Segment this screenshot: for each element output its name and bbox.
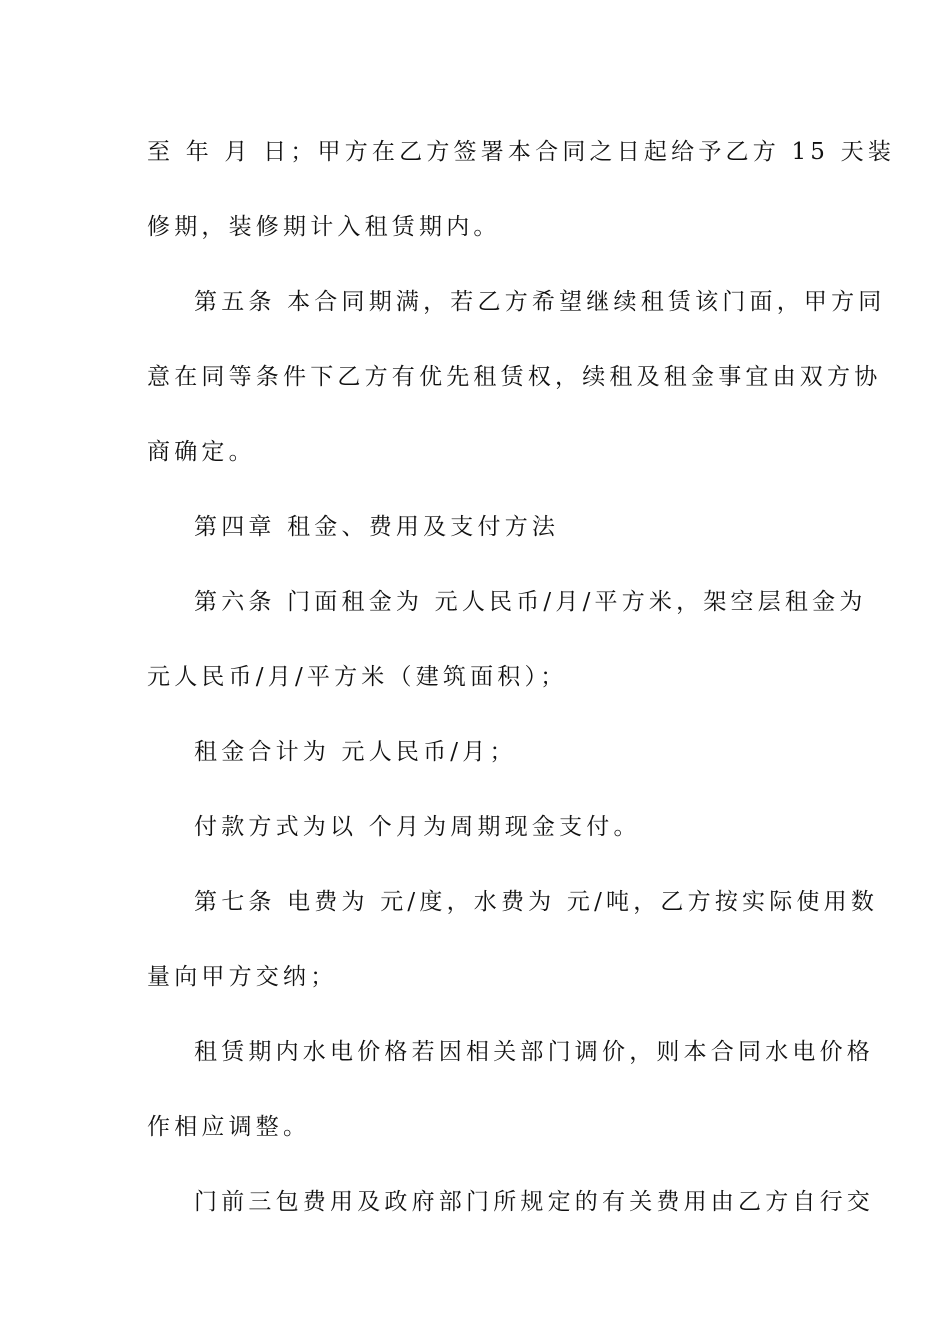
text-line-payment-method: 付款方式为以 个月为周期现金支付。	[194, 814, 641, 840]
text-line-term-end: 至 年 月 日；甲方在乙方签署本合同之日起给予乙方 15 天装	[147, 139, 896, 165]
text-line-rent-total: 租金合计为 元人民币/月；	[194, 739, 517, 765]
chapter-heading-4: 第四章 租金、费用及支付方法	[194, 514, 560, 540]
text-line-decoration-period: 修期，装修期计入租赁期内。	[147, 214, 501, 240]
text-line-price-adjustment-cont: 作相应调整。	[147, 1114, 311, 1140]
text-line-fees: 门前三包费用及政府部门所规定的有关费用由乙方自行交	[194, 1189, 874, 1215]
text-line-article-7: 第七条 电费为 元/度，水费为 元/吨，乙方按实际使用数	[194, 889, 879, 915]
text-line-article-5: 第五条 本合同期满，若乙方希望继续租赁该门面，甲方同	[194, 289, 886, 315]
text-line-article-5-cont: 意在同等条件下乙方有优先租赁权，续租及租金事宜由双方协	[147, 364, 882, 390]
text-line-article-7-cont: 量向甲方交纳；	[147, 964, 338, 990]
text-line-article-6-cont: 元人民币/月/平方米（建筑面积）；	[147, 664, 568, 690]
text-line-article-6: 第六条 门面租金为 元人民币/月/平方米，架空层租金为	[194, 589, 867, 615]
text-line-article-5-end: 商确定。	[147, 439, 256, 465]
text-line-price-adjustment: 租赁期内水电价格若因相关部门调价，则本合同水电价格	[194, 1039, 874, 1065]
